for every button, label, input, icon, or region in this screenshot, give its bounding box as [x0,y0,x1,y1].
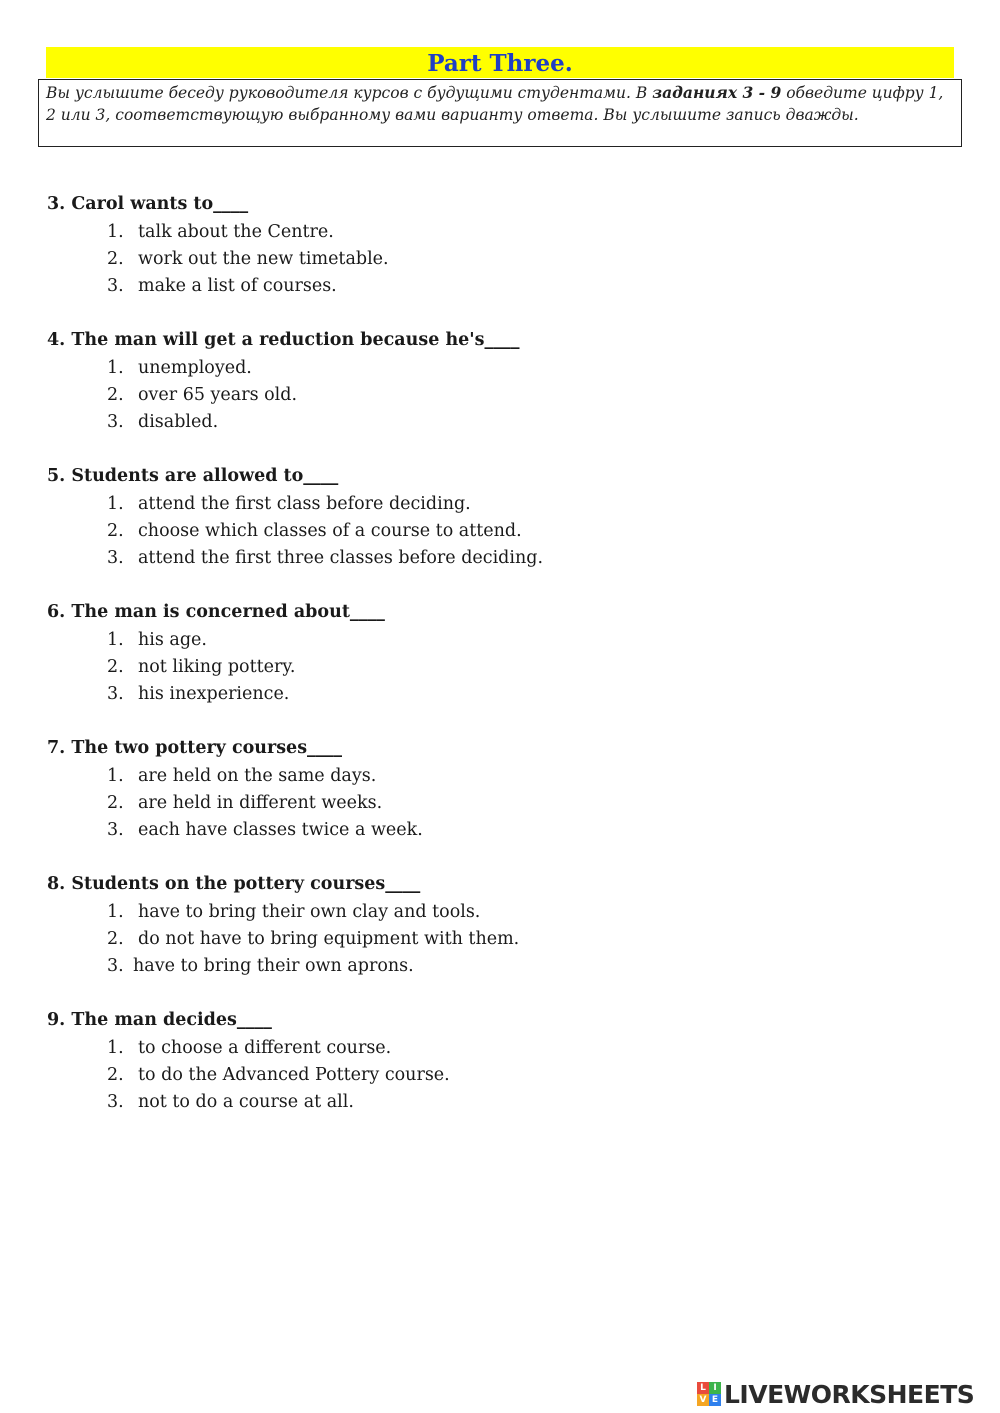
question-text: 8. Students on the pottery courses____ [47,874,421,894]
options-list [47,219,947,300]
option-1[interactable] [47,899,947,926]
question-6 [47,600,947,708]
options-list [47,899,947,980]
question-8 [47,872,947,980]
option-number: 1. [107,630,124,650]
options-list [47,627,947,708]
option-number: 2. [107,385,124,405]
option-text: disabled. [138,412,219,432]
option-text: have to bring their own clay and tools. [138,902,481,922]
instructions-text-1: Вы услышите беседу руководителя курсов с будущими студентами. В [46,84,653,102]
question-4 [47,328,947,436]
option-text: to do the Advanced Pottery course. [138,1065,450,1085]
option-2[interactable] [47,654,947,681]
option-number: 3. [107,1092,124,1112]
question-9 [47,1008,947,1116]
option-2[interactable] [47,382,947,409]
question-text: 9. The man decides____ [47,1010,272,1030]
option-text: work out the new timetable. [138,249,389,269]
option-3[interactable] [47,953,947,980]
option-text: talk about the Centre. [138,222,334,242]
options-list [47,355,947,436]
option-number: 1. [107,358,124,378]
question-7 [47,736,947,844]
option-text: unemployed. [138,358,252,378]
options-list [47,1035,947,1116]
option-number: 2. [107,793,124,813]
option-2[interactable] [47,246,947,273]
question-text: 3. Carol wants to____ [47,194,249,214]
page-title: Part Three. [46,47,954,78]
option-text: are held in different weeks. [138,793,383,813]
option-number: 3. [107,956,124,976]
option-number: 1. [107,222,124,242]
logo-text: LIVEWORKSHEETS [724,1379,975,1409]
option-2[interactable] [47,518,947,545]
option-number: 2. [107,1065,124,1085]
option-number: 1. [107,902,124,922]
liveworksheets-logo-icon [697,1382,721,1406]
question-text: 5. Students are allowed to____ [47,466,339,486]
logo-cell-v: V [697,1394,709,1406]
option-text: choose which classes of a course to attend. [138,521,522,541]
option-number: 3. [107,548,124,568]
option-1[interactable] [47,355,947,382]
option-number: 2. [107,657,124,677]
option-3[interactable] [47,681,947,708]
option-number: 1. [107,494,124,514]
option-text: his inexperience. [138,684,290,704]
logo-cell-i: I [709,1382,721,1394]
option-text: his age. [138,630,207,650]
option-number: 3. [107,276,124,296]
option-text: do not have to bring equipment with them. [138,929,520,949]
option-number: 2. [107,521,124,541]
option-3[interactable] [47,1089,947,1116]
option-text: not to do a course at all. [138,1092,354,1112]
question-5 [47,464,947,572]
instructions-box [38,79,962,147]
option-text: to choose a different course. [138,1038,392,1058]
option-3[interactable] [47,409,947,436]
option-text: not liking pottery. [138,657,296,677]
question-text: 7. The two pottery courses____ [47,738,343,758]
option-2[interactable] [47,926,947,953]
option-number: 3. [107,412,124,432]
question-text: 4. The man will get a reduction because he's____ [47,330,520,350]
option-1[interactable] [47,1035,947,1062]
options-list [47,491,947,572]
option-text: are held on the same days. [138,766,377,786]
option-2[interactable] [47,1062,947,1089]
options-list [47,763,947,844]
option-number: 1. [107,1038,124,1058]
option-number: 3. [107,684,124,704]
option-1[interactable] [47,219,947,246]
option-number: 2. [107,249,124,269]
option-text: attend the first class before deciding. [138,494,471,514]
option-text: each have classes twice a week. [138,820,423,840]
option-3[interactable] [47,545,947,572]
logo-cell-e: E [709,1394,721,1406]
option-number: 3. [107,820,124,840]
instructions-text-2: обведите цифру 1, 2 или 3, соответствующую выбранному вами варианту ответа. Вы услышите запись дважды. [46,84,944,124]
option-3[interactable] [47,273,947,300]
option-1[interactable] [47,491,947,518]
option-text: attend the first three classes before deciding. [138,548,544,568]
question-3 [47,192,947,300]
option-text: have to bring their own aprons. [133,956,414,976]
option-text: make a list of courses. [138,276,337,296]
option-1[interactable] [47,627,947,654]
option-text: over 65 years old. [138,385,298,405]
option-number: 2. [107,929,124,949]
option-number: 1. [107,766,124,786]
question-text: 6. The man is concerned about____ [47,602,385,622]
instructions-bold-text: заданиях 3 - 9 [652,83,782,102]
option-3[interactable] [47,817,947,844]
option-2[interactable] [47,790,947,817]
option-1[interactable] [47,763,947,790]
liveworksheets-logo [697,1379,974,1409]
logo-cell-l: L [697,1382,709,1394]
